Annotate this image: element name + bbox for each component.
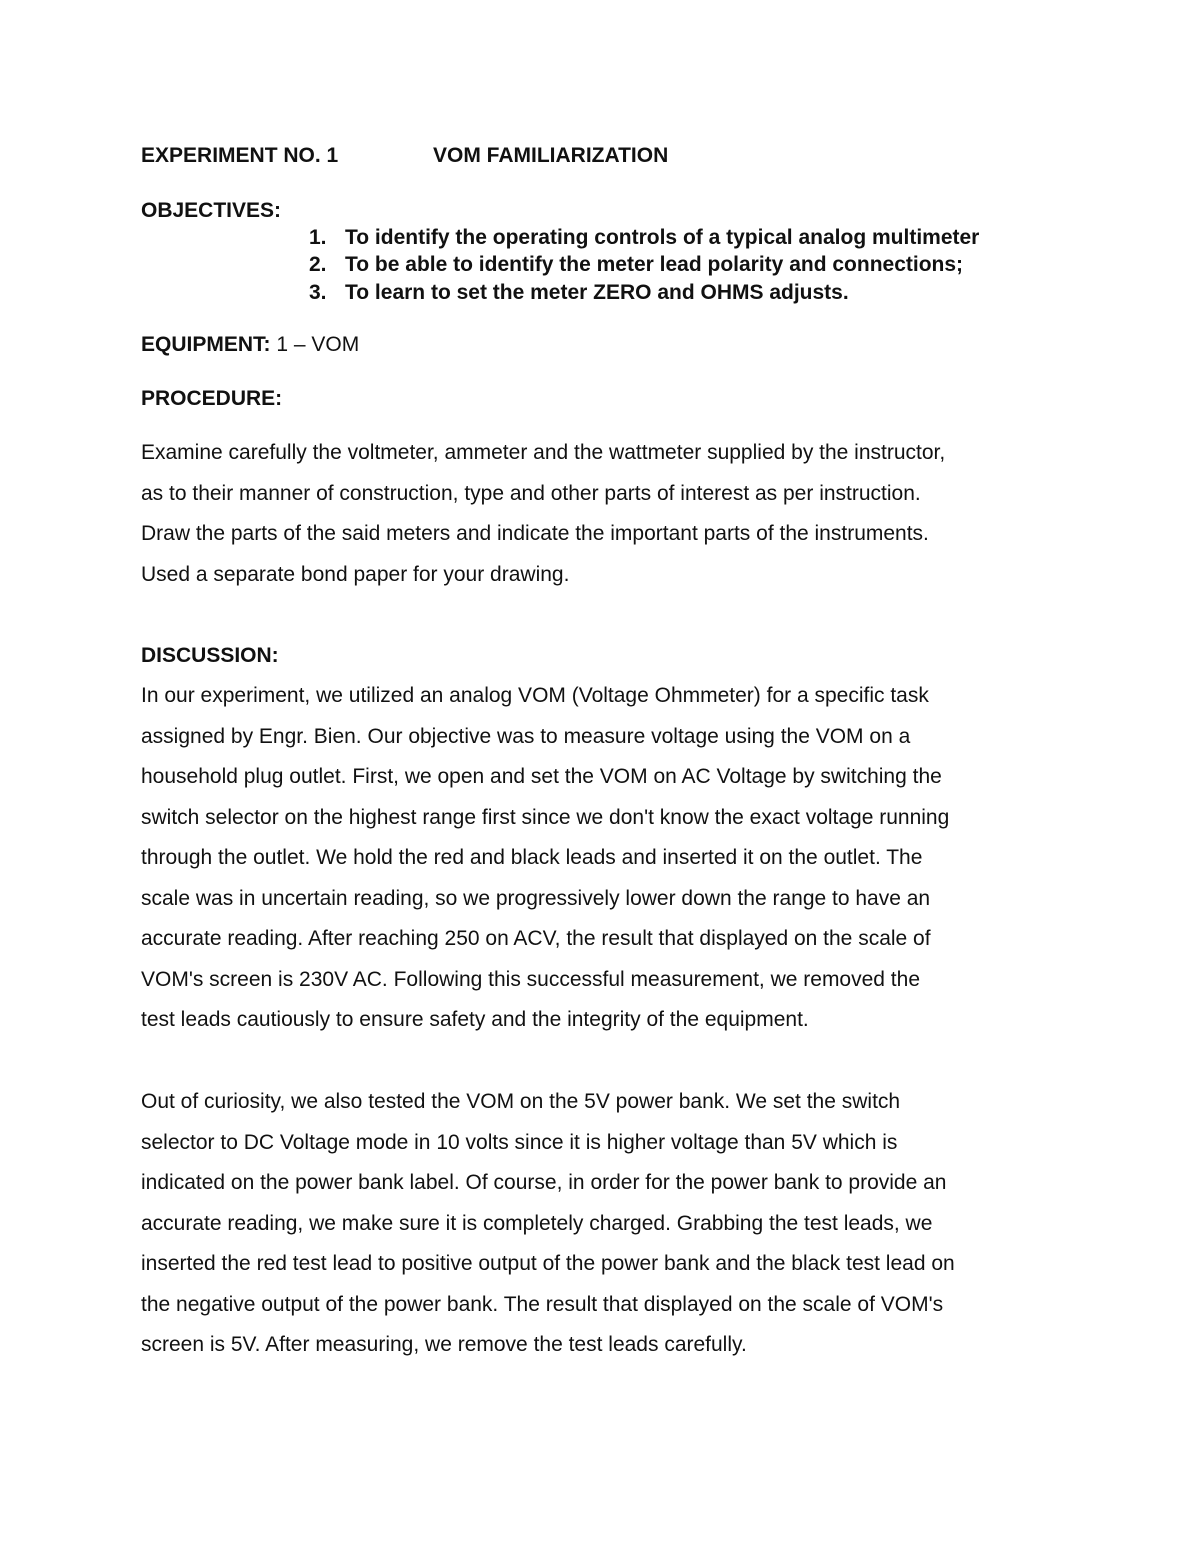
objective-number: 2. <box>309 253 327 276</box>
discussion-line: screen is 5V. After measuring, we remove the test leads carefully. <box>141 1333 747 1356</box>
objective-text: To be able to identify the meter lead polarity and connections; <box>345 253 964 276</box>
objective-item <box>309 225 979 251</box>
procedure-line: Draw the parts of the said meters and indicate the important parts of the instruments. <box>141 522 929 545</box>
discussion-line: accurate reading. After reaching 250 on ACV, the result that displayed on the scale of <box>141 927 931 950</box>
equipment-line <box>141 332 359 358</box>
objective-number: 3. <box>309 281 327 304</box>
procedure-paragraph <box>141 433 1071 595</box>
discussion-line: test leads cautiously to ensure safety and the integrity of the equipment. <box>141 1008 809 1031</box>
procedure-line: Used a separate bond paper for your drawing. <box>141 562 570 586</box>
discussion-line: inserted the red test lead to positive output of the power bank and the black test lead on <box>141 1252 955 1275</box>
experiment-title: VOM FAMILIARIZATION <box>433 144 669 167</box>
procedure-label: PROCEDURE: <box>141 387 283 410</box>
procedure-line: as to their manner of construction, type and other parts of interest as per instruction. <box>141 481 921 505</box>
objective-item <box>309 280 849 306</box>
discussion-line: VOM's screen is 230V AC. Following this successful measurement, we removed the <box>141 967 920 991</box>
discussion-line: accurate reading, we make sure it is completely charged. Grabbing the test leads, we <box>141 1211 933 1235</box>
objectives-label: OBJECTIVES: <box>141 199 282 222</box>
discussion-line: selector to DC Voltage mode in 10 volts since it is higher voltage than 5V which is <box>141 1130 898 1154</box>
discussion-paragraph-1 <box>141 676 1071 1041</box>
objective-text: To learn to set the meter ZERO and OHMS adjusts. <box>345 281 849 304</box>
discussion-line: scale was in uncertain reading, so we progressively lower down the range to have an <box>141 886 931 910</box>
discussion-line: assigned by Engr. Bien. Our objective was to measure voltage using the VOM on a <box>141 724 911 748</box>
objective-item <box>309 252 963 278</box>
discussion-label: DISCUSSION: <box>141 644 279 667</box>
discussion-line: indicated on the power bank label. Of course, in order for the power bank to provide an <box>141 1171 947 1194</box>
discussion-line: In our experiment, we utilized an analog VOM (Voltage Ohmmeter) for a specific task <box>141 684 929 707</box>
experiment-number: EXPERIMENT NO. 1 <box>141 144 339 167</box>
equipment-value: 1 – VOM <box>276 333 360 356</box>
discussion-line: switch selector on the highest range first since we don't know the exact voltage running <box>141 805 950 829</box>
discussion-paragraph-2 <box>141 1082 1071 1366</box>
objective-text: To identify the operating controls of a typical analog multimeter <box>345 226 980 249</box>
discussion-line: through the outlet. We hold the red and black leads and inserted it on the outlet. The <box>141 846 923 869</box>
objective-number: 1. <box>309 226 327 249</box>
discussion-line: Out of curiosity, we also tested the VOM on the 5V power bank. We set the switch <box>141 1090 901 1113</box>
discussion-line: the negative output of the power bank. The result that displayed on the scale of VOM's <box>141 1292 944 1316</box>
equipment-label: EQUIPMENT: <box>141 333 271 356</box>
procedure-line: Examine carefully the voltmeter, ammeter and the wattmeter supplied by the instructor, <box>141 441 946 464</box>
discussion-line: household plug outlet. First, we open and set the VOM on AC Voltage by switching the <box>141 765 942 788</box>
